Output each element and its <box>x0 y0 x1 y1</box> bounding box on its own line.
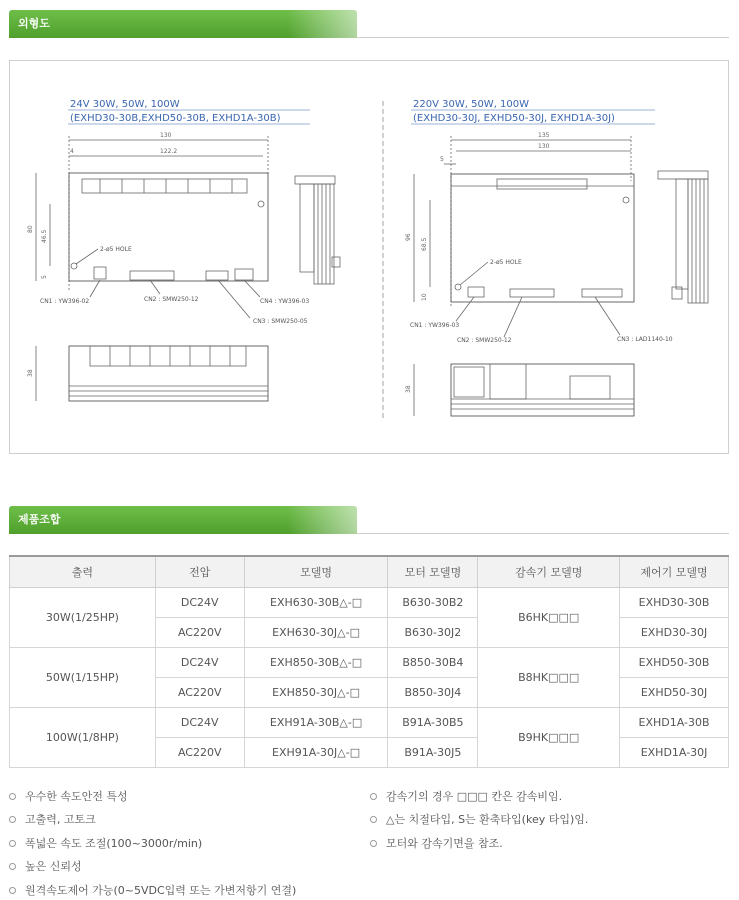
right-cn2-leader <box>504 297 522 337</box>
model-cell: EXH91A-30J△-□ <box>244 737 388 767</box>
left-cn2-label: CN2 : SMW250-12 <box>144 296 199 303</box>
gearhead-cell: B8HK□□□ <box>478 647 620 707</box>
left-cn1-label: CN1 : YW396-02 <box>40 298 90 305</box>
voltage-cell: DC24V <box>155 647 244 677</box>
right-top-body <box>451 174 634 302</box>
right-hole-label: 2-ø5 HOLE <box>490 259 522 266</box>
voltage-cell: AC220V <box>155 617 244 647</box>
left-side-fins <box>318 184 330 284</box>
right-cn1-leader <box>456 297 474 321</box>
table-row <box>10 707 729 737</box>
list-item: 고출력, 고토크 <box>9 813 296 836</box>
output-cell: 50W(1/15HP) <box>10 647 156 707</box>
right-dim-135: 135 <box>538 132 550 139</box>
right-cn3-box <box>582 289 622 297</box>
combination-section-title: 제품조합 <box>9 506 357 534</box>
right-cn1-box <box>468 287 484 297</box>
outline-drawing-svg <box>10 61 730 455</box>
left-side-plate <box>300 184 314 272</box>
motor-cell: B630-30B2 <box>388 587 478 617</box>
right-front-board <box>570 376 610 399</box>
left-cn4-label: CN4 : YW396-03 <box>260 298 310 305</box>
header-voltage: 전압 <box>155 556 244 587</box>
left-side-conn <box>332 257 340 267</box>
controller-cell: EXHD30-30J <box>620 617 729 647</box>
motor-cell: B91A-30B5 <box>388 707 478 737</box>
controller-cell: EXHD30-30B <box>620 587 729 617</box>
table-row <box>10 647 729 677</box>
left-cn4-box <box>235 269 253 280</box>
model-cell: EXH850-30J△-□ <box>244 677 388 707</box>
outline-section-title: 외형도 <box>9 10 357 38</box>
right-dim-96: 96 <box>405 233 412 241</box>
left-top-body <box>69 173 268 281</box>
left-hole-label: 2-ø5 HOLE <box>100 246 132 253</box>
motor-cell: B630-30J2 <box>388 617 478 647</box>
left-dim-80: 80 <box>27 225 34 233</box>
combination-section-header <box>9 506 729 534</box>
feature-list-right <box>370 790 588 860</box>
left-front-fin-lines <box>110 346 230 366</box>
right-side-plate <box>676 179 688 289</box>
gearhead-cell: B6HK□□□ <box>478 587 620 647</box>
right-front-block <box>490 364 526 399</box>
left-cn4-leader <box>244 280 260 297</box>
right-side-body <box>688 179 708 303</box>
left-hole-leader <box>76 249 98 264</box>
model-cell: EXH630-30B△-□ <box>244 587 388 617</box>
motor-cell: B850-30J4 <box>388 677 478 707</box>
left-front-fins <box>90 346 246 366</box>
list-item: 폭넓은 속도 조절(100~3000r/min) <box>9 837 296 860</box>
header-motor-model: 모터 모델명 <box>388 556 478 587</box>
controller-cell: EXHD50-30B <box>620 647 729 677</box>
list-item: 우수한 속도안전 특성 <box>9 790 296 813</box>
voltage-cell: DC24V <box>155 707 244 737</box>
model-cell: EXH91A-30B△-□ <box>244 707 388 737</box>
right-title-2: (EXHD30-30J, EXHD50-30J, EXHD1A-30J) <box>413 113 615 124</box>
header-controller-model: 제어기 모델명 <box>620 556 729 587</box>
right-dim-38: 38 <box>405 385 412 393</box>
left-dim-122: 122.2 <box>160 148 178 155</box>
list-item: 원격속도제어 가능(0~5VDC입력 또는 가변저항기 연결) <box>9 884 296 900</box>
left-cn1-box <box>94 267 106 279</box>
right-top-strip <box>497 179 587 189</box>
model-cell: EXH630-30J△-□ <box>244 617 388 647</box>
motor-cell: B91A-30J5 <box>388 737 478 767</box>
left-dim-4: 4 <box>70 148 74 155</box>
right-hole-top <box>623 197 629 203</box>
voltage-cell: AC220V <box>155 737 244 767</box>
output-cell: 100W(1/8HP) <box>10 707 156 767</box>
right-hole-leader <box>460 262 488 285</box>
controller-cell: EXHD1A-30J <box>620 737 729 767</box>
voltage-cell: AC220V <box>155 677 244 707</box>
left-side-body <box>314 184 334 284</box>
left-cn2-leader <box>150 280 160 294</box>
list-item: 높은 신뢰성 <box>9 860 296 883</box>
list-item: 모터와 감속기면을 참조. <box>370 837 588 860</box>
right-cn2-label: CN2 : SMW250-12 <box>457 337 512 344</box>
right-dim-130: 130 <box>538 143 550 150</box>
left-dim-130: 130 <box>160 132 172 139</box>
right-cn1-label: CN1 : YW396-03 <box>410 322 460 329</box>
right-front-lines <box>451 399 634 409</box>
left-cn3-box <box>206 271 228 280</box>
left-dim-5: 5 <box>41 275 48 279</box>
right-side-top <box>658 171 708 179</box>
left-fins <box>100 179 232 193</box>
right-cn3-leader <box>595 297 620 335</box>
gearhead-cell: B9HK□□□ <box>478 707 620 767</box>
left-heatsink-strip <box>82 179 247 193</box>
controller-cell: EXHD1A-30B <box>620 707 729 737</box>
feature-list-left <box>9 790 296 900</box>
left-front-lines <box>69 386 268 396</box>
header-output: 출력 <box>10 556 156 587</box>
left-side-top <box>295 176 335 184</box>
motor-cell: B850-30B4 <box>388 647 478 677</box>
header-model: 모델명 <box>244 556 388 587</box>
table-row <box>10 587 729 617</box>
output-cell: 30W(1/25HP) <box>10 587 156 647</box>
right-cn3-label: CN3 : LAD1140-10 <box>617 336 673 343</box>
list-item: △는 치절타입, S는 환축타입(key 타입)임. <box>370 813 588 836</box>
controller-cell: EXHD50-30J <box>620 677 729 707</box>
left-cn3-label: CN3 : SMW250-05 <box>253 318 308 325</box>
left-cn1-leader <box>90 280 100 297</box>
left-front-body <box>69 346 268 401</box>
right-front-cap <box>454 367 484 397</box>
left-title-1: 24V 30W, 50W, 100W <box>70 99 180 110</box>
list-item: 감속기의 경우 □□□ 칸은 감속비임. <box>370 790 588 813</box>
right-dim-10: 10 <box>421 293 428 301</box>
right-title-1: 220V 30W, 50W, 100W <box>413 99 530 110</box>
product-combination-table <box>9 555 729 768</box>
left-title-2: (EXHD30-30B,EXHD50-30B, EXHD1A-30B) <box>70 113 281 124</box>
model-cell: EXH850-30B△-□ <box>244 647 388 677</box>
left-cn3-leader <box>218 280 250 318</box>
left-cn2-box <box>130 271 174 280</box>
right-front-body <box>451 364 634 416</box>
header-gearhead-model: 감속기 모델명 <box>478 556 620 587</box>
outline-section-header <box>9 10 729 38</box>
voltage-cell: DC24V <box>155 587 244 617</box>
right-cn2-box <box>510 289 554 297</box>
right-dim-5: 5 <box>440 156 444 163</box>
outline-drawing <box>9 60 729 454</box>
right-dim-685: 68.5 <box>421 237 428 251</box>
table-header-row <box>10 556 729 587</box>
left-dim-38: 38 <box>27 369 34 377</box>
right-side-fins <box>692 179 704 303</box>
left-hole-top <box>258 201 264 207</box>
left-dim-465: 46.5 <box>41 229 48 243</box>
